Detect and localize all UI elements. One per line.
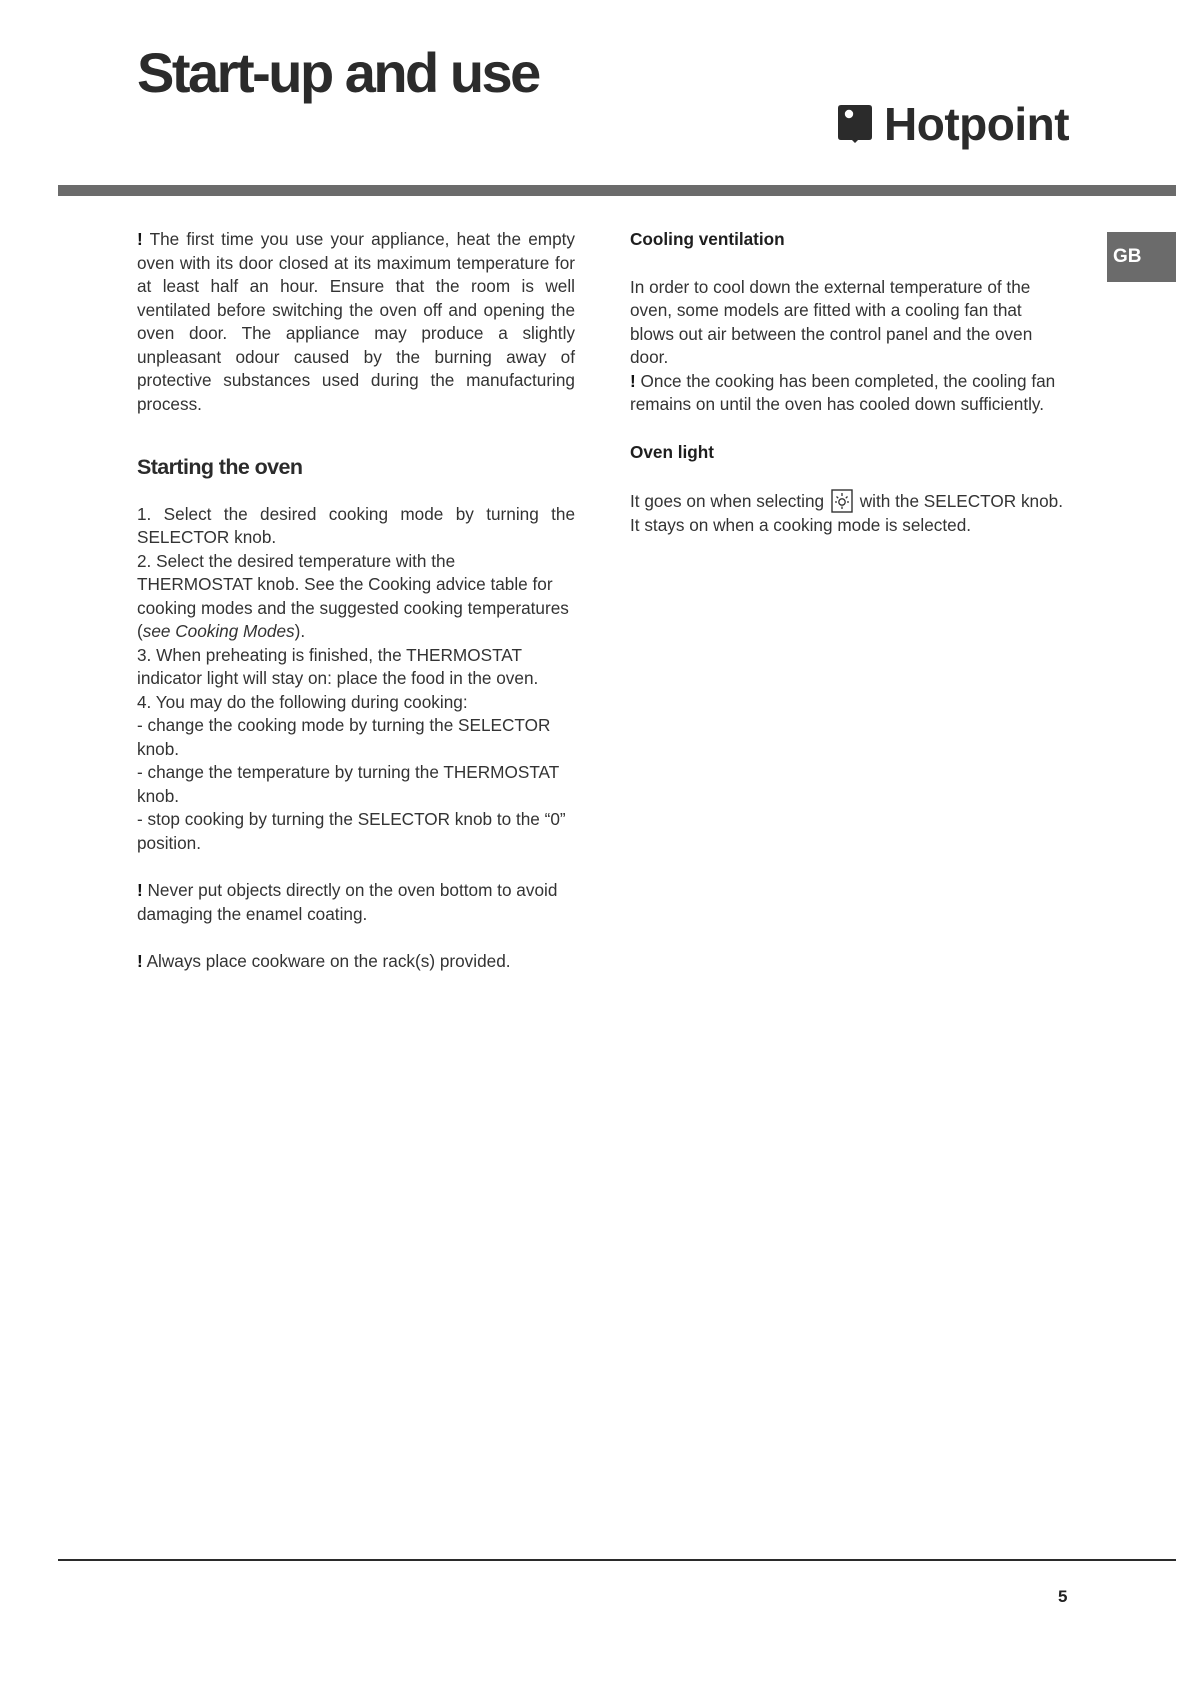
cooling-note: ! Once the cooking has been completed, the cooling fan remains on until the oven has cooled down sufficiently. bbox=[630, 370, 1056, 414]
starting-oven-heading: Starting the oven bbox=[137, 455, 303, 479]
oven-light-paragraph: It goes on when selecting with the SELECTOR knob. It stays on when a cooking mode is selected. bbox=[630, 491, 1063, 535]
oven-light-icon bbox=[831, 489, 853, 513]
intro-text: The first time you use your appliance, heat the empty oven with its door closed at its maximum temperature for at least half an hour. Ensure that the room is well ventilated before switching the oven off and opening the oven door. The appliance may produce a slightly unpleasant odour caused by the burning away of protective substances used during the manufacturing process. bbox=[137, 229, 575, 414]
footer-divider bbox=[58, 1559, 1176, 1561]
step-3: 3. When preheating is finished, the THERMOSTAT indicator light will stay on: place the food in the oven. bbox=[137, 644, 539, 688]
right-column bbox=[630, 228, 1063, 537]
brand-name: Hotpoint bbox=[884, 98, 1070, 150]
starting-oven-steps bbox=[137, 503, 575, 856]
cooling-ventilation-heading: Cooling ventilation bbox=[630, 229, 785, 249]
warning-mark: ! bbox=[137, 880, 143, 900]
warning-cookware: ! Always place cookware on the rack(s) provided. bbox=[137, 951, 511, 971]
warning-mark: ! bbox=[137, 229, 143, 249]
cooking-modes-reference: see Cooking Modes bbox=[142, 621, 295, 641]
step-4-option-2: - change the temperature by turning the THERMOSTAT knob. bbox=[137, 762, 559, 806]
step-4: 4. You may do the following during cooking: bbox=[137, 691, 468, 712]
step-4-option-3: - stop cooking by turning the SELECTOR knob to the “0” position. bbox=[137, 809, 566, 853]
brand-logo bbox=[838, 98, 1070, 150]
language-tab: GB bbox=[1107, 232, 1176, 282]
left-column bbox=[137, 228, 575, 974]
header-divider bbox=[58, 185, 1176, 196]
page-number: 5 bbox=[1058, 1587, 1068, 1606]
intro-paragraph bbox=[137, 228, 575, 416]
cooling-paragraph: In order to cool down the external temperature of the oven, some models are fitted with a cooling fan that blows out air between the control panel and the oven door. bbox=[630, 276, 1033, 367]
step-2: 2. Select the desired temperature with the THERMOSTAT knob. See the Cooking advice table for cooking modes and the suggested cooking temperatures (see Cooking Modes). bbox=[137, 550, 569, 641]
warning-oven-bottom: ! Never put objects directly on the oven bottom to avoid damaging the enamel coating. bbox=[137, 880, 558, 924]
warning-mark: ! bbox=[137, 951, 143, 971]
step-4-option-1: - change the cooking mode by turning the SELECTOR knob. bbox=[137, 715, 551, 759]
page-title: Start-up and use bbox=[137, 41, 539, 104]
warning-mark: ! bbox=[630, 370, 636, 391]
step-1: 1. Select the desired cooking mode by turning the SELECTOR knob. bbox=[137, 503, 575, 547]
oven-light-heading: Oven light bbox=[630, 441, 715, 462]
hotpoint-logo-icon bbox=[838, 105, 872, 143]
